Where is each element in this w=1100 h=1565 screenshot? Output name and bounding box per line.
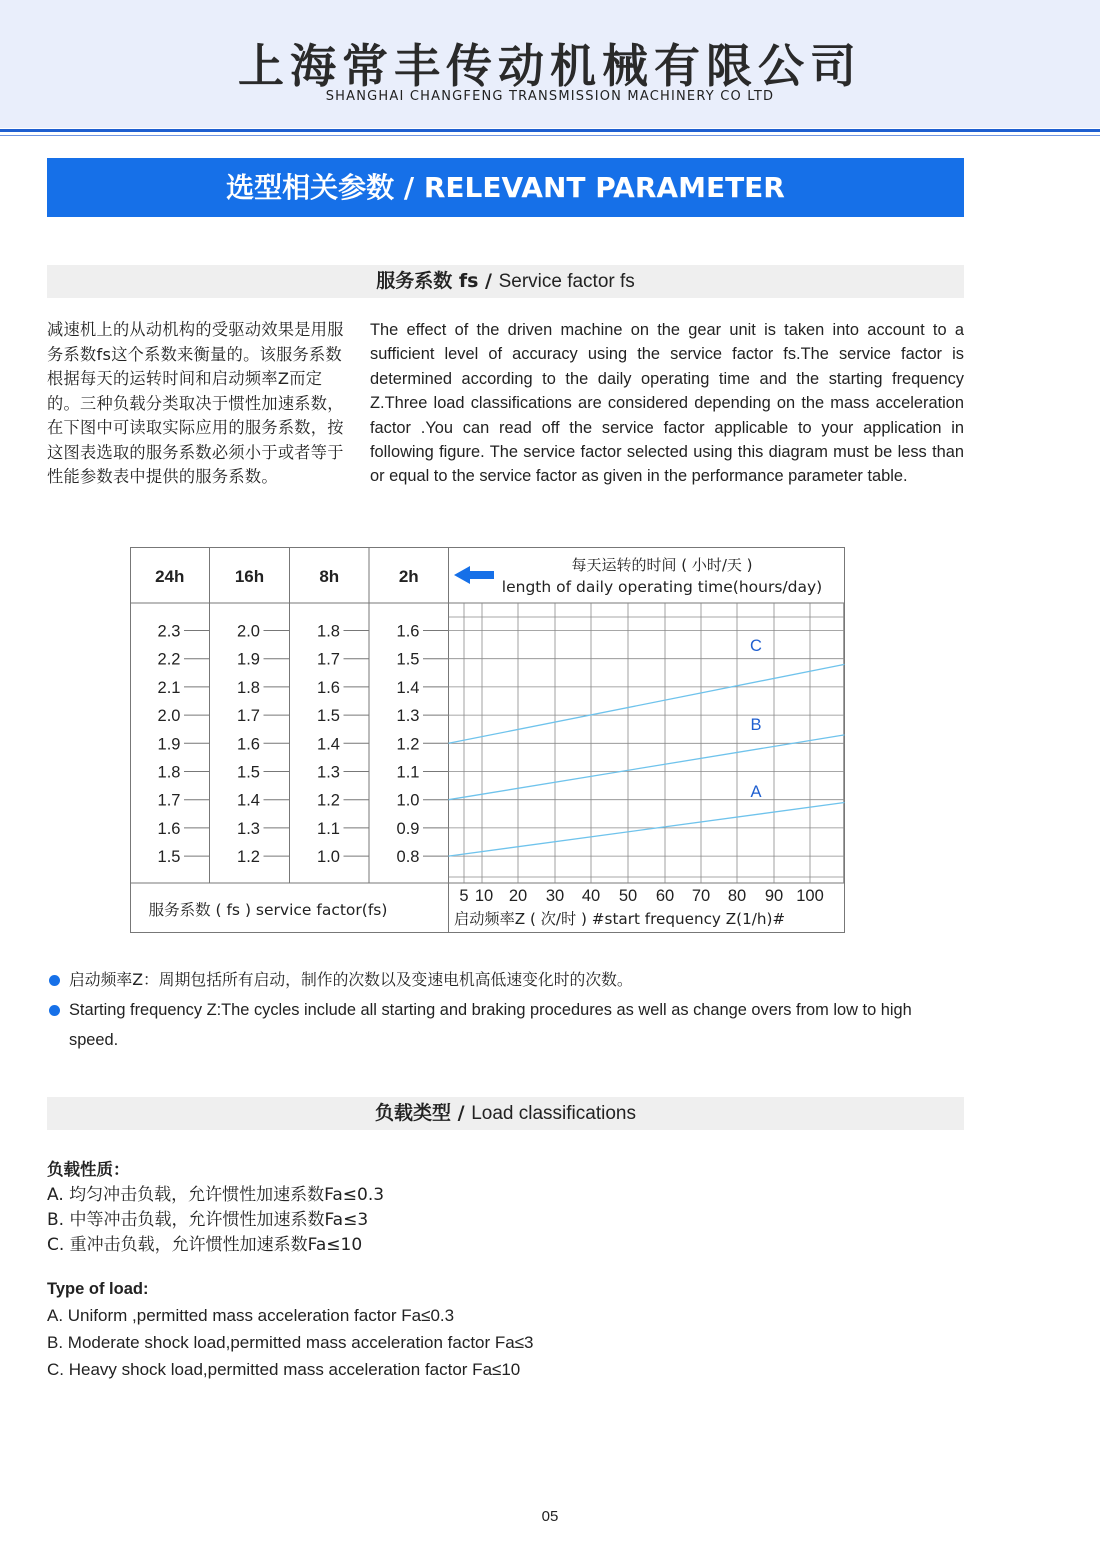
scale-tick-label: 2.0: [237, 622, 260, 641]
scale-tick-label: 1.8: [317, 622, 340, 641]
scale-tick-label: 1.6: [317, 678, 340, 697]
notes-list: [47, 965, 964, 1055]
x-tick-label: 5: [459, 887, 469, 905]
x-tick-label: 90: [764, 887, 784, 905]
start-frequency-axis-label: 启动频率Z ( 次/时 ) #start frequency Z(1/h)#: [454, 910, 786, 928]
x-tick-label: 20: [508, 887, 528, 905]
x-tick-label: 10: [474, 887, 494, 905]
scale-tick-label: 1.6: [157, 819, 181, 838]
scale-tick-label: 1.3: [396, 707, 420, 726]
scale-tick-label: 1.6: [237, 735, 260, 754]
company-name-en: SHANGHAI CHANGFENG TRANSMISSION MACHINERY CO LTD: [325, 89, 775, 104]
service-factor-heading-en: Service factor fs: [498, 271, 635, 292]
scale-tick-label: 1.4: [396, 678, 420, 697]
scale-tick-label: 1.0: [396, 791, 420, 810]
company-name-cn: 上海常丰传动机械有限公司: [238, 39, 862, 93]
x-tick-label: 70: [691, 887, 711, 905]
scale-tick-label: 1.0: [317, 848, 340, 867]
scale-tick-label: 2.2: [157, 650, 181, 669]
scale-tick-label: 1.1: [317, 819, 340, 838]
scale-tick-label: 1.5: [237, 763, 260, 782]
operating-time-label-en: length of daily operating time(hours/day): [501, 578, 823, 596]
load-types-cn: [47, 1157, 747, 1258]
note-item-cn: [47, 965, 964, 995]
scale-tick-label: 1.2: [317, 791, 340, 810]
service-factor-description-cn: 减速机上的从动机构的受驱动效果是用服务系数fs这个系数来衡量的。该服务系数根据每天的运转时间和启动频率Z而定的。三种负载分类取决于惯性加速系数，在下图中可读取实际应用的服务系数，按这图表选取的服务系数必须小于或者等于性能参数表中提供的服务系数。: [47, 320, 344, 486]
scale-tick-label: 1.7: [157, 791, 181, 810]
service-factor-heading-cn: 服务系数 fs: [376, 270, 479, 292]
scale-tick-label: 2.0: [157, 707, 181, 726]
scale-tick-label: 1.5: [317, 707, 340, 726]
x-tick-label: 50: [618, 887, 638, 905]
note-item-en: [47, 995, 964, 1055]
operating-time-label-cn: 每天运转的时间 ( 小时/天 ): [571, 556, 753, 574]
service-factor-axis-label: 服务系数 ( fs ) service factor(fs): [148, 901, 388, 919]
page-number: 05: [541, 1508, 559, 1525]
load-types-en: [47, 1276, 747, 1383]
scale-tick-label: 0.9: [396, 819, 420, 838]
scale-tick-label: 1.6: [396, 622, 420, 641]
load-type-item-en: A. Uniform ,permitted mass acceleration factor Fa≤0.3: [47, 1306, 455, 1325]
bullet-dot-icon: [49, 975, 60, 986]
x-tick-label: 40: [581, 887, 601, 905]
scale-tick-label: 1.1: [396, 763, 420, 782]
load-heading-en: Load classifications: [471, 1103, 636, 1124]
x-tick-label: 30: [545, 887, 565, 905]
scale-tick-label: 1.3: [237, 819, 260, 838]
section-banner: 选型相关参数 / RELEVANT PARAMETER: [47, 158, 964, 217]
load-curve-label: B: [750, 716, 762, 734]
x-tick-label: 60: [655, 887, 675, 905]
load-type-item-en: B. Moderate shock load,permitted mass acceleration factor Fa≤3: [47, 1333, 534, 1352]
load-type-item-cn: B. 中等冲击负载，允许惯性加速系数Fa≤3: [47, 1210, 369, 1230]
x-tick-label: 100: [796, 887, 824, 905]
load-curve-label: A: [750, 783, 762, 801]
load-classification-heading: [47, 1097, 964, 1130]
scale-tick-label: 1.9: [237, 650, 260, 669]
bullet-dot-icon: [49, 1005, 60, 1016]
scale-tick-label: 0.8: [396, 848, 420, 867]
scale-tick-label: 1.9: [157, 735, 181, 754]
hour-column-header: 8h: [319, 567, 340, 586]
load-curve-label: C: [750, 637, 762, 655]
hour-column-header: 24h: [155, 567, 185, 586]
load-type-item-cn: A. 均匀冲击负载，允许惯性加速系数Fa≤0.3: [47, 1185, 385, 1205]
page-header: [0, 0, 1100, 128]
scale-tick-label: 1.7: [237, 707, 260, 726]
scale-tick-label: 1.5: [157, 848, 181, 867]
header-divider: [0, 129, 1100, 132]
header-divider-thin: [0, 135, 1100, 136]
scale-tick-label: 1.2: [237, 848, 260, 867]
scale-tick-label: 1.8: [237, 678, 260, 697]
load-type-item-cn: C. 重冲击负载，允许惯性加速系数Fa≤10: [47, 1235, 363, 1255]
scale-tick-label: 1.8: [157, 763, 181, 782]
service-factor-description-en: The effect of the driven machine on the gear unit is taken into account to a sufficient level of accuracy using the service factor fs.The service factor is determined according to the daily operating time and the starting frequency Z.Three load classifications are considered depending on the mass acceleration factor .You can read off the service factor applicable to your application in following figure. The service factor selected using this diagram must be less than or equal to the service factor as given in the performance parameter table.: [370, 321, 964, 486]
load-heading-cn: 负载类型: [375, 1102, 452, 1124]
scale-tick-label: 1.3: [317, 763, 340, 782]
load-types-title-cn: 负载性质：: [47, 1160, 130, 1179]
note-text-en: Starting frequency Z:The cycles include all starting and braking procedures as well as change overs from low to high speed.: [69, 1001, 912, 1049]
scale-tick-label: 1.7: [317, 650, 340, 669]
scale-tick-label: 2.3: [157, 622, 181, 641]
heading-separator: /: [451, 1102, 472, 1124]
scale-tick-label: 1.2: [396, 735, 420, 754]
heading-separator: /: [478, 270, 499, 292]
scale-tick-label: 1.5: [396, 650, 420, 669]
load-type-item-en: C. Heavy shock load,permitted mass acceleration factor Fa≤10: [47, 1360, 521, 1379]
hour-column-header: 2h: [398, 567, 419, 586]
service-factor-chart: [130, 547, 845, 933]
x-tick-label: 80: [727, 887, 747, 905]
load-types-title-en: Type of load:: [47, 1280, 149, 1298]
service-factor-heading: [47, 265, 964, 298]
scale-tick-label: 1.4: [317, 735, 340, 754]
hour-column-header: 16h: [234, 567, 265, 586]
note-text-cn: 启动频率Z：周期包括所有启动，制作的次数以及变速电机高低速变化时的次数。: [69, 970, 633, 989]
scale-tick-label: 2.1: [157, 678, 181, 697]
scale-tick-label: 1.4: [237, 791, 260, 810]
